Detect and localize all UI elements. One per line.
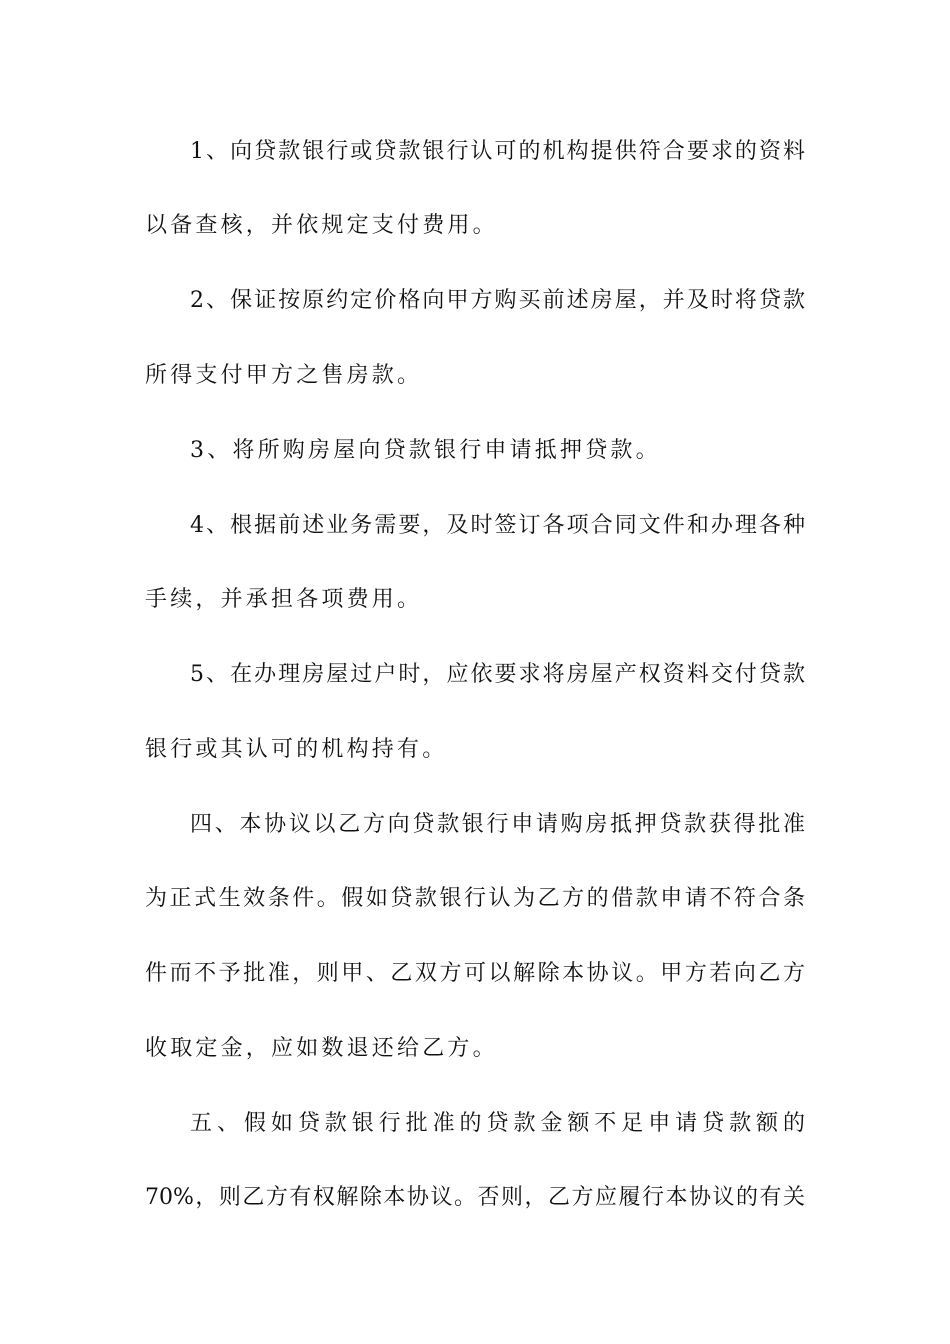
paragraph-line: 银行或其认可的机构持有。 [145, 737, 448, 762]
paragraph-line: 以备查核，并依规定支付费用。 [145, 213, 498, 238]
paragraph-line: 手续，并承担各项费用。 [145, 587, 423, 612]
paragraph-line: 70%，则乙方有权解除本协议。否则，乙方应履行本协议的有关 [145, 1185, 805, 1210]
paragraph-line: 3、将所购房屋向贷款银行申请抵押贷款。 [190, 438, 661, 463]
paragraph-line: 5、在办理房屋过户时，应依要求将房屋产权资料交付贷款 [190, 662, 805, 687]
paragraph-line: 为正式生效条件。假如贷款银行认为乙方的借款申请不符合条 [145, 886, 805, 911]
paragraph-line: 四、本协议以乙方向贷款银行申请购房抵押贷款获得批准 [190, 812, 805, 837]
paragraph-line: 4、根据前述业务需要，及时签订各项合同文件和办理各种 [190, 513, 805, 538]
paragraph-line: 1、向贷款银行或贷款银行认可的机构提供符合要求的资料 [190, 139, 805, 164]
paragraph-line: 五、假如贷款银行批准的贷款金额不足申请贷款额的 [190, 1111, 805, 1136]
paragraph-line: 收取定金，应如数退还给乙方。 [145, 1036, 498, 1061]
paragraph-line: 件而不予批准，则甲、乙双方可以解除本协议。甲方若向乙方 [145, 961, 805, 986]
paragraph-line: 所得支付甲方之售房款。 [145, 363, 423, 388]
paragraph-line: 2、保证按原约定价格向甲方购买前述房屋，并及时将贷款 [190, 288, 805, 313]
